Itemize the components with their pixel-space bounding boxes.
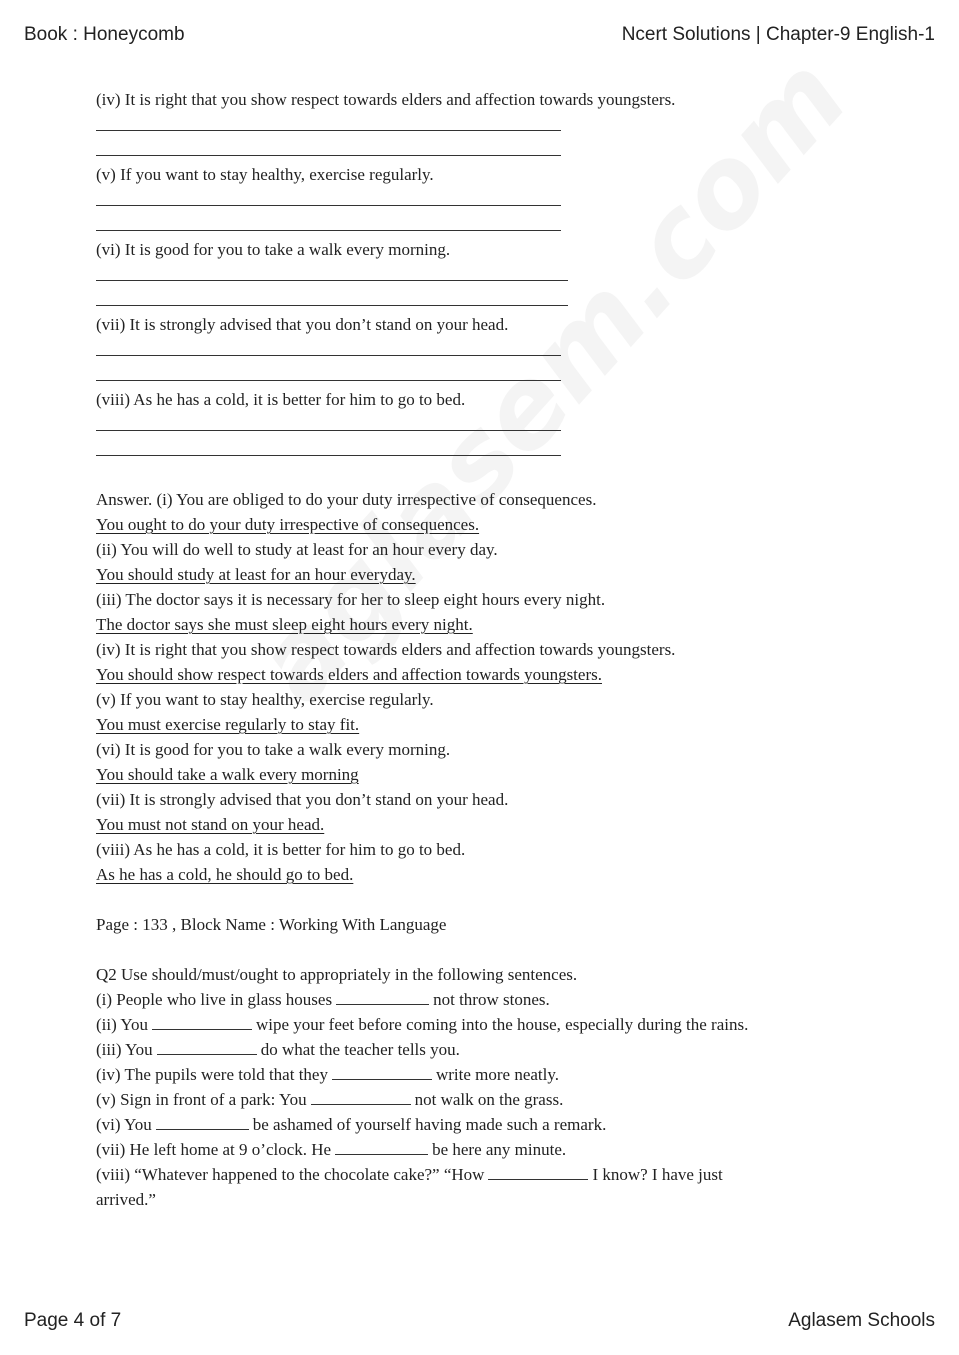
footer-page-number: Page 4 of 7 <box>24 1310 122 1331</box>
exercise-item-iv: (iv) It is right that you show respect towards elders and affection towards youngsters. <box>96 90 676 109</box>
answer-solution-6: You should take a walk every morning <box>96 765 359 784</box>
answer-solution-8: As he has a cold, he should go to bed. <box>96 865 354 884</box>
answer-question-4: (iv) It is right that you show respect towards elders and affection towards youngsters. <box>96 640 676 659</box>
answer-blank-line <box>96 362 561 387</box>
answer-blank-line <box>96 412 561 437</box>
page-block-info: Page : 133 , Block Name : Working With Language <box>96 915 447 934</box>
answer-solution-3: The doctor says she must sleep eight hours every night. <box>96 615 473 634</box>
fill-blank <box>335 1153 428 1155</box>
answer-blank-line <box>96 337 561 362</box>
answer-blank-line <box>96 112 561 137</box>
q2-item-i: (i) People who live in glass houses not throw stones. <box>96 990 550 1009</box>
answer-solution-4: You should show respect towards elders and affection towards youngsters. <box>96 665 602 684</box>
exercise-item-v: (v) If you want to stay healthy, exercise regularly. <box>96 165 434 184</box>
q2-item-viii: (viii) “Whatever happened to the chocolate cake?” “How I know? I have just <box>96 1165 723 1184</box>
q2-item-viii-cont: arrived.” <box>96 1190 156 1209</box>
header-book-title: Book : Honeycomb <box>24 24 185 45</box>
answer-question-2: (ii) You will do well to study at least for an hour every day. <box>96 540 498 559</box>
fill-blank <box>157 1053 257 1055</box>
exercise-item-vii: (vii) It is strongly advised that you don’t stand on your head. <box>96 315 509 334</box>
fill-blank <box>311 1103 411 1105</box>
answer-blank-line <box>96 137 561 162</box>
q2-item-iv: (iv) The pupils were told that they write more neatly. <box>96 1065 560 1084</box>
answer-blank-line <box>96 437 561 462</box>
fill-blank <box>332 1078 432 1080</box>
answer-question-7: (vii) It is strongly advised that you don’t stand on your head. <box>96 790 509 809</box>
q2-item-iii: (iii) You do what the teacher tells you. <box>96 1040 460 1059</box>
answer-blank-line <box>96 187 561 212</box>
header-chapter-title: Ncert Solutions | Chapter-9 English-1 <box>621 24 935 45</box>
footer-publisher: Aglasem Schools <box>788 1310 935 1331</box>
answer-solution-1: You ought to do your duty irrespective of consequences. <box>96 515 480 534</box>
exercise-item-viii: (viii) As he has a cold, it is better for him to go to bed. <box>96 390 466 409</box>
fill-blank <box>152 1028 252 1030</box>
answer-blank-line <box>96 262 568 287</box>
answer-question-6: (vi) It is good for you to take a walk every morning. <box>96 740 451 759</box>
answer-solution-7: You must not stand on your head. <box>96 815 325 834</box>
q2-item-vii: (vii) He left home at 9 o’clock. He be here any minute. <box>96 1140 567 1159</box>
answer-blank-line <box>96 287 568 312</box>
answer-solution-5: You must exercise regularly to stay fit. <box>96 715 360 734</box>
q2-item-ii: (ii) You wipe your feet before coming into the house, especially during the rains. <box>96 1015 749 1034</box>
exercise-item-vi: (vi) It is good for you to take a walk every morning. <box>96 240 451 259</box>
answer-question-3: (iii) The doctor says it is necessary for her to sleep eight hours every night. <box>96 590 606 609</box>
q2-title: Q2 Use should/must/ought to appropriately in the following sentences. <box>96 965 578 984</box>
fill-blank <box>488 1178 588 1180</box>
q2-item-vi: (vi) You be ashamed of yourself having made such a remark. <box>96 1115 607 1134</box>
answer-question-1: Answer. (i) You are obliged to do your duty irrespective of consequences. <box>96 490 597 509</box>
fill-blank <box>336 1003 429 1005</box>
answer-question-8: (viii) As he has a cold, it is better for him to go to bed. <box>96 840 466 859</box>
answer-solution-2: You should study at least for an hour everyday. <box>96 565 416 584</box>
q2-item-v: (v) Sign in front of a park: You not walk on the grass. <box>96 1090 564 1109</box>
answer-question-5: (v) If you want to stay healthy, exercise regularly. <box>96 690 434 709</box>
document-body <box>96 87 876 1212</box>
fill-blank <box>156 1128 249 1130</box>
answer-blank-line <box>96 212 561 237</box>
